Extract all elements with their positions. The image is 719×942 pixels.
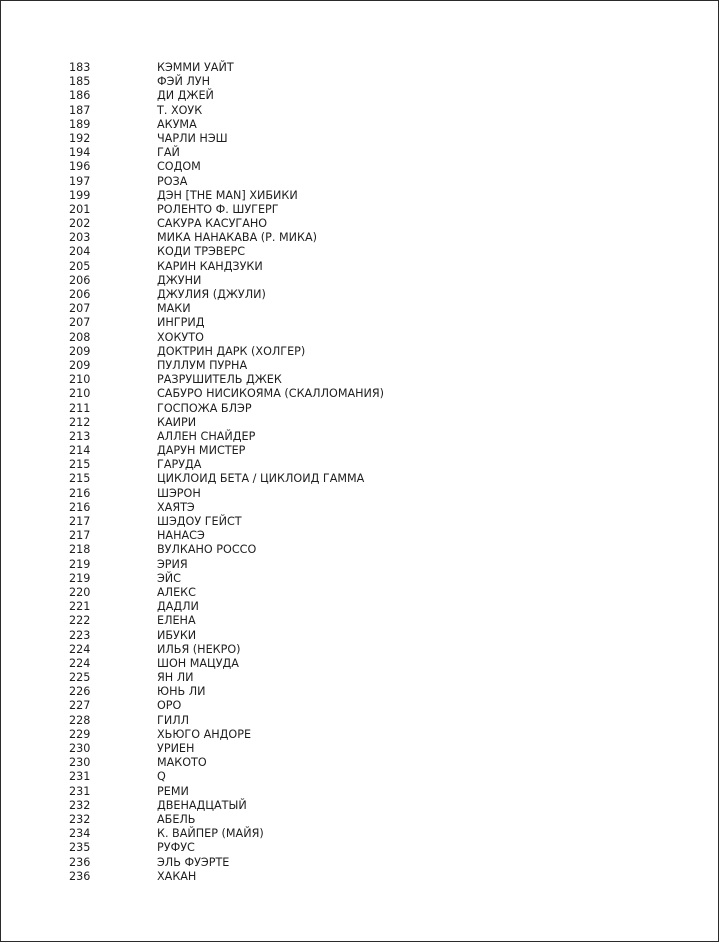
- page-number: 219: [69, 571, 91, 585]
- index-entry: [1, 160, 718, 174]
- index-entry: [1, 61, 718, 75]
- index-entry: [1, 827, 718, 841]
- page-number: 196: [69, 160, 91, 174]
- index-entry: [1, 572, 718, 586]
- page-number: 183: [69, 61, 91, 74]
- index-entry: [1, 316, 718, 330]
- page-number: 215: [69, 472, 91, 486]
- index-entry: [1, 260, 718, 274]
- entry-name: ХОКУТО: [157, 330, 204, 344]
- page-number: 230: [69, 756, 91, 770]
- index-entry: [1, 430, 718, 444]
- entry-name: ДЖУНИ: [157, 273, 202, 287]
- page-number: 212: [69, 415, 91, 429]
- index-entry: [1, 586, 718, 600]
- index-entry: [1, 870, 718, 884]
- entry-name: АЛЛЕН СНАЙДЕР: [157, 429, 256, 443]
- page-number: 220: [69, 585, 91, 599]
- page-number: 229: [69, 727, 91, 741]
- index-entry: [1, 600, 718, 614]
- index-entry: [1, 458, 718, 472]
- entry-name: ОРО: [157, 699, 182, 713]
- page-number: 227: [69, 699, 91, 713]
- page-number: 232: [69, 812, 91, 826]
- entry-name: ИБУКИ: [157, 628, 197, 642]
- page-number: 214: [69, 444, 91, 458]
- index-entry: [1, 245, 718, 259]
- entry-name: ШОН МАЦУДА: [157, 656, 239, 670]
- entry-name: ДВЕНАДЦАТЫЙ: [157, 798, 247, 812]
- entry-name: ДОКТРИН ДАРК (ХОЛГЕР): [157, 344, 306, 358]
- page-number: 207: [69, 316, 91, 330]
- index-entry: [1, 75, 718, 89]
- entry-name: МАКОТО: [157, 756, 207, 770]
- index-entry: [1, 118, 718, 132]
- entry-name: ИНГРИД: [157, 316, 205, 330]
- entry-name: К. ВАЙПЕР (МАЙЯ): [157, 827, 264, 841]
- entry-name: ЮНЬ ЛИ: [157, 685, 206, 699]
- page-number: 199: [69, 188, 91, 202]
- page-number: 206: [69, 288, 91, 301]
- page-number: 203: [69, 231, 91, 245]
- index-entry: [1, 444, 718, 458]
- entry-name: КЭММИ УАЙТ: [157, 61, 234, 74]
- index-entry: [1, 770, 718, 784]
- page-number: 213: [69, 429, 91, 443]
- index-entry: [1, 104, 718, 118]
- page-number: 204: [69, 245, 91, 259]
- entry-name: ЭЛЬ ФУЭРТЕ: [157, 855, 230, 869]
- page-number: 228: [69, 713, 91, 727]
- page-number: 207: [69, 302, 91, 316]
- page-number: 201: [69, 202, 91, 216]
- entry-name: СОДОМ: [157, 160, 201, 174]
- index-entry: [1, 614, 718, 628]
- entry-name: ИЛЬЯ (НЕКРО): [157, 642, 241, 656]
- index-entry: [1, 813, 718, 827]
- page-number: 236: [69, 855, 91, 869]
- entry-name: ГАРУДА: [157, 458, 202, 472]
- page-number: 217: [69, 529, 91, 543]
- page-number: 232: [69, 798, 91, 812]
- page-number: 217: [69, 515, 91, 528]
- index-entry: [1, 643, 718, 657]
- entry-name: КАРИН КАНДЗУКИ: [157, 259, 263, 273]
- page-number: 222: [69, 614, 91, 628]
- index-entry: [1, 629, 718, 643]
- index-entry: [1, 416, 718, 430]
- index-entry: [1, 387, 718, 401]
- index-entry: [1, 671, 718, 685]
- index-entry: [1, 501, 718, 515]
- entry-name: ЦИКЛОИД БЕТА / ЦИКЛОИД ГАММА: [157, 472, 365, 486]
- entry-name: РУФУС: [157, 841, 195, 855]
- index-entry: [1, 529, 718, 543]
- page-number: 219: [69, 557, 91, 571]
- index-entry: [1, 543, 718, 557]
- entry-name: ЭРИЯ: [157, 557, 188, 571]
- index-entry: [1, 132, 718, 146]
- page-number: 216: [69, 500, 91, 514]
- entry-name: МАКИ: [157, 302, 191, 316]
- entry-name: ХАКАН: [157, 869, 197, 883]
- entry-name: НАНАСЭ: [157, 529, 205, 543]
- entry-name: ГОСПОЖА БЛЭР: [157, 401, 252, 415]
- entry-name: ДЖУЛИЯ (ДЖУЛИ): [157, 288, 266, 301]
- entry-name: ЯН ЛИ: [157, 671, 194, 685]
- entry-name: ДИ ДЖЕЙ: [157, 89, 214, 103]
- entry-name: ГАЙ: [157, 146, 180, 160]
- entry-name: САКУРА КАСУГАНО: [157, 217, 268, 231]
- entry-name: ЧАРЛИ НЭШ: [157, 131, 228, 145]
- page-number: 231: [69, 770, 91, 784]
- index-entry: [1, 331, 718, 345]
- page-number: 197: [69, 174, 91, 188]
- index-entry: [1, 175, 718, 189]
- index-entry: [1, 359, 718, 373]
- entry-name: ПУЛЛУМ ПУРНА: [157, 358, 248, 372]
- index-entry: [1, 515, 718, 529]
- page-number: 208: [69, 330, 91, 344]
- page-number: 224: [69, 656, 91, 670]
- index-entry: [1, 558, 718, 572]
- entry-name: ГИЛЛ: [157, 713, 190, 727]
- index-entry: [1, 856, 718, 870]
- page-number: 225: [69, 671, 91, 685]
- entry-name: ДАДЛИ: [157, 600, 199, 614]
- page-number: 205: [69, 259, 91, 273]
- entry-name: ХАЯТЭ: [157, 500, 195, 514]
- index-list: [1, 61, 718, 884]
- index-entry: [1, 785, 718, 799]
- index-entry: [1, 756, 718, 770]
- page-number: 185: [69, 75, 91, 89]
- index-entry: [1, 685, 718, 699]
- entry-name: ШЭДОУ ГЕЙСТ: [157, 515, 242, 528]
- index-entry: [1, 373, 718, 387]
- page-number: 211: [69, 401, 91, 415]
- entry-name: ХЬЮГО АНДОРЕ: [157, 727, 252, 741]
- index-entry: [1, 742, 718, 756]
- entry-name: РЕМИ: [157, 784, 189, 798]
- page-number: 230: [69, 742, 91, 755]
- entry-name: САБУРО НИСИКОЯМА (СКАЛЛОМАНИЯ): [157, 387, 385, 401]
- entry-name: КАИРИ: [157, 415, 197, 429]
- page-number: 189: [69, 117, 91, 131]
- page-number: 231: [69, 784, 91, 798]
- index-entry: [1, 799, 718, 813]
- page-number: 234: [69, 827, 91, 841]
- index-entry: [1, 841, 718, 855]
- entry-name: РОЛЕНТО Ф. ШУГЕРГ: [157, 202, 279, 216]
- page-number: 187: [69, 103, 91, 117]
- index-entry: [1, 146, 718, 160]
- page-number: 206: [69, 273, 91, 287]
- index-entry: [1, 231, 718, 245]
- index-entry: [1, 699, 718, 713]
- entry-name: МИКА НАНАКАВА (Р. МИКА): [157, 231, 317, 245]
- index-entry: [1, 714, 718, 728]
- page-number: 224: [69, 642, 91, 656]
- page-number: 186: [69, 89, 91, 103]
- index-entry: [1, 402, 718, 416]
- page-number: 215: [69, 458, 91, 472]
- page-number: 226: [69, 685, 91, 699]
- page-number: 218: [69, 543, 91, 557]
- entry-name: АБЕЛЬ: [157, 812, 196, 826]
- page-number: 235: [69, 841, 91, 855]
- index-entry: [1, 189, 718, 203]
- page-number: 209: [69, 358, 91, 372]
- entry-name: РАЗРУШИТЕЛЬ ДЖЕК: [157, 373, 282, 387]
- page-number: 209: [69, 344, 91, 358]
- entry-name: ЕЛЕНА: [157, 614, 196, 628]
- index-entry: [1, 217, 718, 231]
- entry-name: ДАРУН МИСТЕР: [157, 444, 246, 458]
- page-number: 192: [69, 131, 91, 145]
- index-entry: [1, 288, 718, 302]
- page-number: 236: [69, 869, 91, 883]
- index-entry: [1, 302, 718, 316]
- page-number: 210: [69, 373, 91, 387]
- entry-name: АЛЕКС: [157, 585, 196, 599]
- page-number: 202: [69, 217, 91, 231]
- entry-name: ШЭРОН: [157, 486, 201, 500]
- index-entry: [1, 487, 718, 501]
- index-entry: [1, 657, 718, 671]
- page-number: 216: [69, 486, 91, 500]
- page-number: 223: [69, 628, 91, 642]
- index-entry: [1, 203, 718, 217]
- entry-name: Q: [157, 770, 166, 784]
- index-entry: [1, 89, 718, 103]
- index-entry: [1, 472, 718, 486]
- index-entry: [1, 274, 718, 288]
- entry-name: УРИЕН: [157, 742, 195, 755]
- index-entry: [1, 728, 718, 742]
- entry-name: ФЭЙ ЛУН: [157, 75, 211, 89]
- entry-name: КОДИ ТРЭВЕРС: [157, 245, 246, 259]
- index-entry: [1, 345, 718, 359]
- entry-name: Т. ХОУК: [157, 103, 203, 117]
- entry-name: РОЗА: [157, 174, 188, 188]
- entry-name: ЭЙС: [157, 571, 181, 585]
- page-number: 221: [69, 600, 91, 614]
- entry-name: ВУЛКАНО РОССО: [157, 543, 257, 557]
- page-number: 210: [69, 387, 91, 401]
- page-number: 194: [69, 146, 91, 160]
- entry-name: ДЭН [THE MAN] ХИБИКИ: [157, 188, 298, 202]
- entry-name: АКУМА: [157, 117, 197, 131]
